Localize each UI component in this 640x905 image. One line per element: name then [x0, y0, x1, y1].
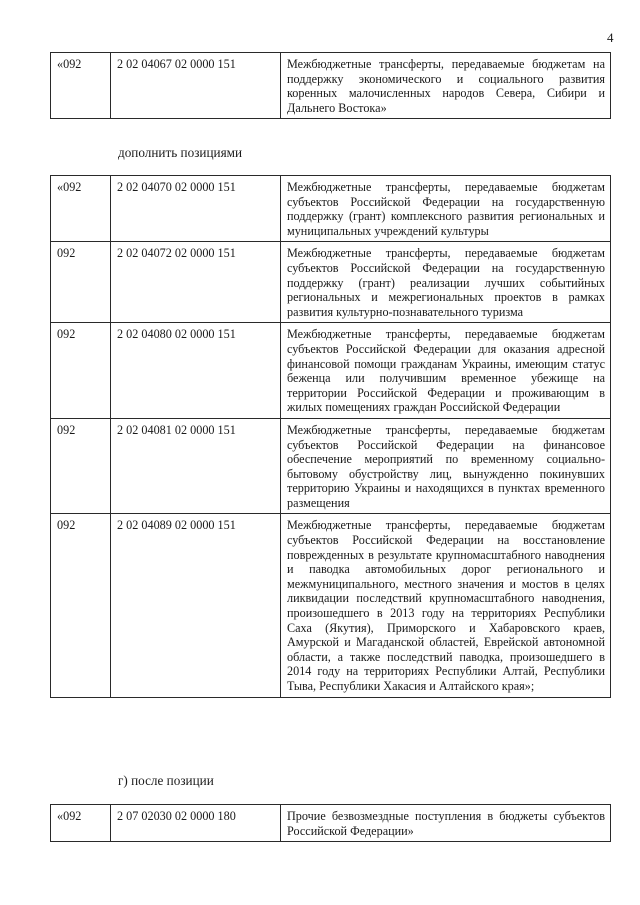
table-row — [51, 176, 611, 242]
budget-codes-table-1 — [50, 52, 611, 119]
page-number: 4 — [607, 30, 614, 45]
table-row — [51, 514, 611, 697]
income-name-cell: Межбюджетные трансферты, передаваемые бюджетам субъектов Российской Федерации для оказания адресной финансовой помощи гражданам Украины, имеющим статус беженца или получившим временное убежище на территории Российской Федерации и проживающим в жилых помещениях граждан Российской Федерации — [281, 323, 611, 419]
budget-code-cell: 2 07 02030 02 0000 180 — [111, 805, 281, 842]
table-row — [51, 323, 611, 419]
paragraph-after-position: г) после позиции — [118, 773, 214, 788]
admin-code-cell: 092 — [51, 323, 111, 419]
admin-code-cell: «092 — [51, 805, 111, 842]
admin-code-cell: «092 — [51, 53, 111, 119]
budget-code-cell: 2 02 04070 02 0000 151 — [111, 176, 281, 242]
budget-codes-table-2 — [50, 175, 611, 698]
income-name-cell: Межбюджетные трансферты, передаваемые бюджетам субъектов Российской Федерации на восстановление поврежденных в результате крупномасштабного наводнения и паводка автомобильных дорог регионального и межмуниципального, местного значения и мостов в целях ликвидации последствий крупномасштабного наводнения, произошедшего в 2013 году на территориях Республики Саха (Якутия), Приморского и Хабаровского краев, Амурской и Магаданской областей, Еврейской автономной области, а также последствий паводка, произошедшего в 2014 году на территориях Республики Алтай, Республики Тыва, Республики Хакасия и Алтайского края»; — [281, 514, 611, 697]
budget-code-cell: 2 02 04089 02 0000 151 — [111, 514, 281, 697]
income-name-cell: Межбюджетные трансферты, передаваемые бюджетам на поддержку экономического и социального развития коренных малочисленных народов Севера, Сибири и Дальнего Востока» — [281, 53, 611, 119]
budget-codes-table-3 — [50, 804, 611, 842]
budget-code-cell: 2 02 04080 02 0000 151 — [111, 323, 281, 419]
income-name-cell: Прочие безвозмездные поступления в бюджеты субъектов Российской Федерации» — [281, 805, 611, 842]
admin-code-cell: 092 — [51, 514, 111, 697]
income-name-cell: Межбюджетные трансферты, передаваемые бюджетам субъектов Российской Федерации на государственную поддержку (грант) комплексного развития региональных и муниципальных учреждений культуры — [281, 176, 611, 242]
budget-code-cell: 2 02 04072 02 0000 151 — [111, 242, 281, 323]
income-name-cell: Межбюджетные трансферты, передаваемые бюджетам субъектов Российской Федерации на финансовое обеспечение мероприятий по временному социально-бытовому обустройству лиц, вынужденно покинувших территорию Украины и находящихся в пунктах временного размещения — [281, 418, 611, 514]
budget-code-cell: 2 02 04081 02 0000 151 — [111, 418, 281, 514]
table-row — [51, 242, 611, 323]
table-row — [51, 805, 611, 842]
admin-code-cell: 092 — [51, 418, 111, 514]
table-row — [51, 53, 611, 119]
admin-code-cell: 092 — [51, 242, 111, 323]
table-row — [51, 418, 611, 514]
admin-code-cell: «092 — [51, 176, 111, 242]
income-name-cell: Межбюджетные трансферты, передаваемые бюджетам субъектов Российской Федерации на государственную поддержку (грант) реализации лучших событийных региональных и межрегиональных проектов в рамках развития культурно-познавательного туризма — [281, 242, 611, 323]
paragraph-add-positions: дополнить позициями — [118, 145, 243, 160]
budget-code-cell: 2 02 04067 02 0000 151 — [111, 53, 281, 119]
